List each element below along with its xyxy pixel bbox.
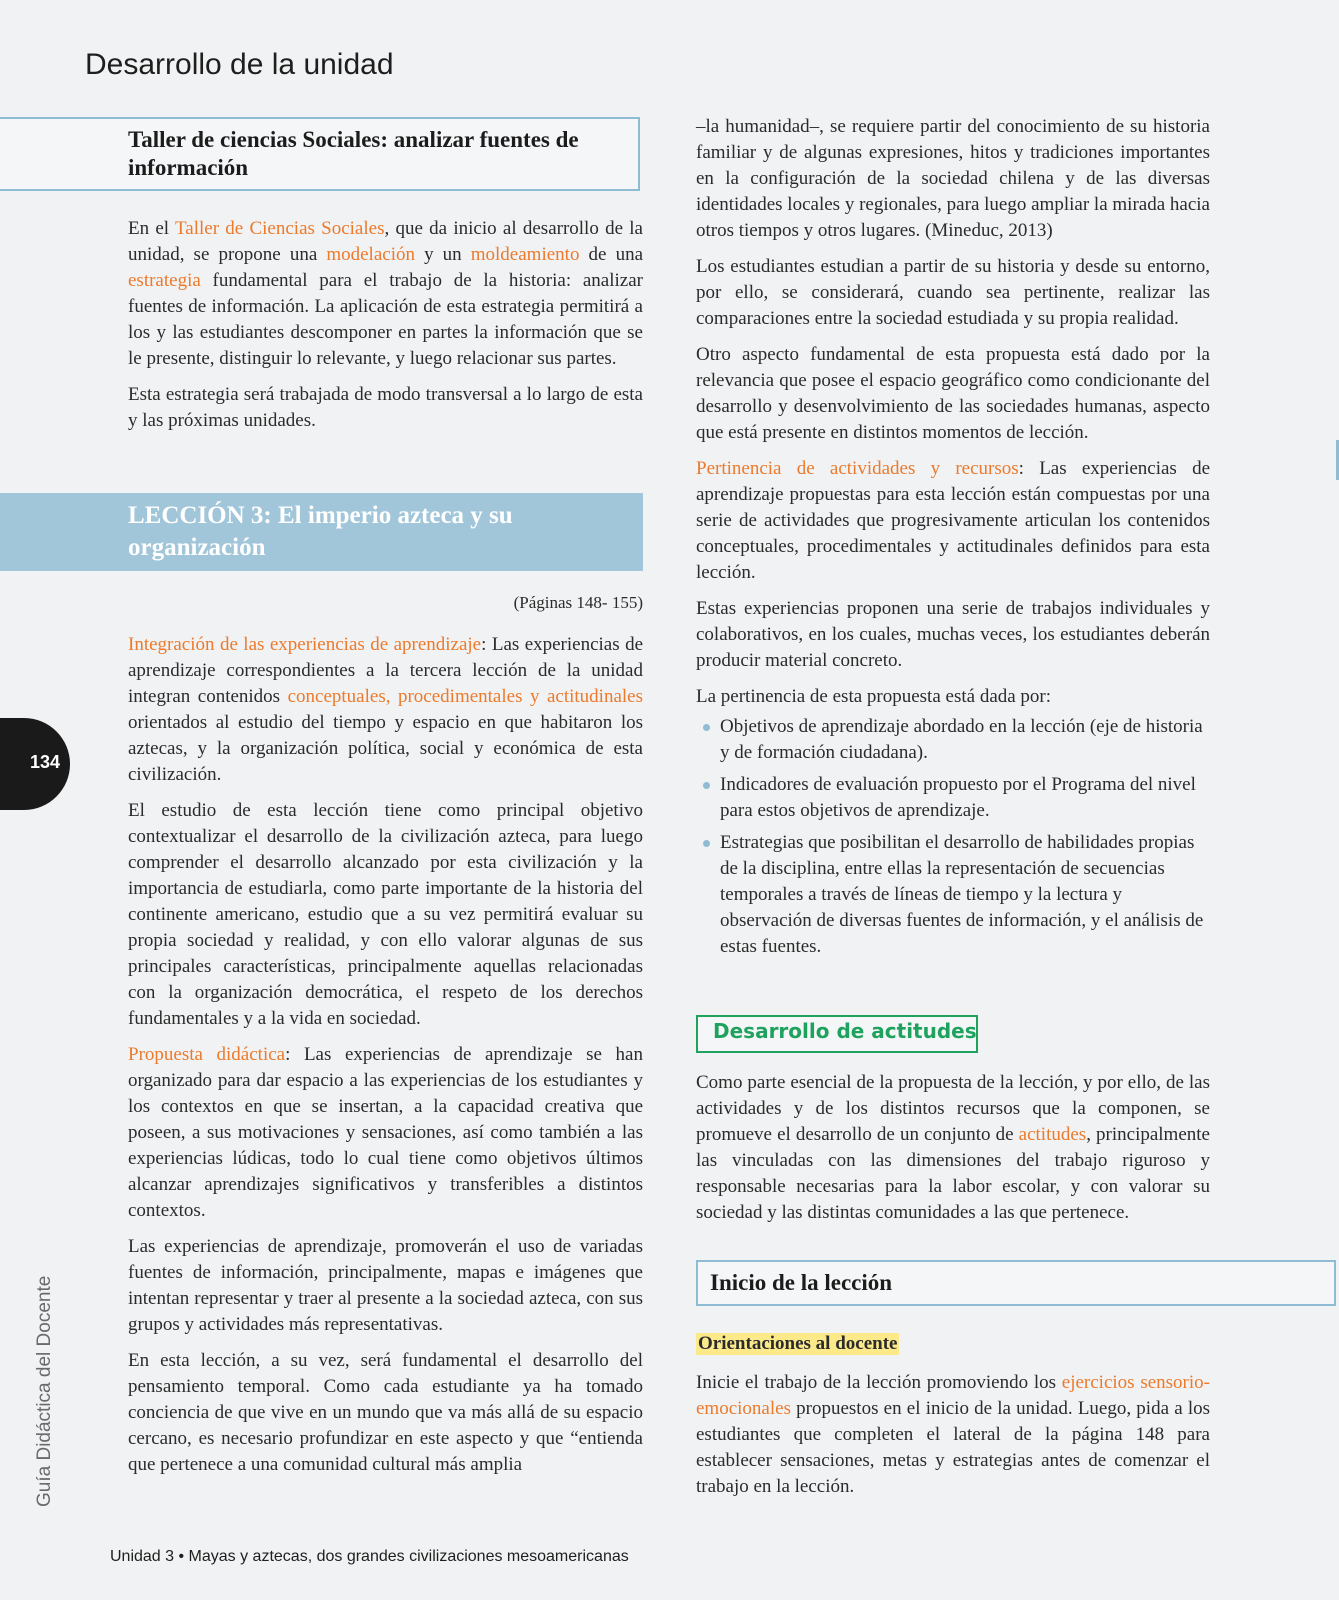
lesson-paragraph-4: Las experiencias de aprendizaje, promoverán el uso de variadas fuentes de información, principalmente, mapas e imágenes que intentan representar y traer al presente a la sociedad azteca, con sus grupos y actividades más representativas. [128,1236,643,1335]
right-column-body [696,114,1210,970]
lesson-paragraph-5: En esta lección, a su vez, será fundamental el desarrollo del pensamiento temporal. Como cada estudiante ya ha tomado conciencia de que vive en un mundo que va más allá de su espacio cercano, es necesario profundizar en este aspecto y que “entienda que pertenece a una comunidad cultural más amplia [128,1350,643,1475]
pertinence-list [696,714,1210,960]
lesson-paragraph-1: Integración de las experiencias de aprendizaje: Las experiencias de aprendizaje correspondientes a la tercera lección de la unidad integran contenidos conceptuales, procedimentales y actitudinales orientados al estudio del tiempo y espacio en que habitaron los aztecas, y la organización política, social y económica de esta civilización. [128,634,644,785]
highlight-term: Pertinencia de actividades y recursos [696,458,1019,479]
list-item: Objetivos de aprendizaje abordado en la lección (eje de historia y de formación ciudadana). [696,714,1210,766]
highlight-term: estrategia [128,270,201,291]
lesson-start-paragraph: Inicie el trabajo de la lección promoviendo los ejercicios sensorio-emocionales propuestos en el inicio de la unidad. Luego, pida a los estudiantes que completen el lateral de la página 148 para establecer sensaciones, metas y estrategias antes de comenzar el trabajo en la lección. [696,1372,1210,1497]
list-item: Indicadores de evaluación propuesto por el Programa del nivel para estos objetivos de aprendizaje. [696,772,1210,824]
teacher-orientations-label: Orientaciones al docente [698,1333,898,1354]
lesson-paragraph-3: Propuesta didáctica: Las experiencias de aprendizaje se han organizado para dar espacio a las experiencias de los estudiantes y los contextos en que se insertan, a la capacidad creativa que poseen, a sus motivaciones y sensaciones, así como también a las experiencias lúdicas, todo lo cual tiene como objetivos últimos alcanzar aprendizajes significativos y transferibles a distintos contextos. [128,1044,643,1221]
workshop-paragraph-2: Esta estrategia será trabajada de modo transversal a lo largo de esta y las próximas unidades. [128,384,643,431]
lesson-body [128,632,643,1488]
attitudes-paragraph: Como parte esencial de la propuesta de la lección, y por ello, de las actividades y de los distintos recursos que la componen, se promueve el desarrollo de un conjunto de actitudes, principalmente las vinculadas con las dimensiones del trabajo riguroso y responsable necesarias para la labor escolar, y con valorar su sociedad y las distintas comunidades a las que pertenece. [696,1072,1210,1223]
footer-text: Unidad 3 • Mayas y aztecas, dos grandes civilizaciones mesoamericanas [110,1548,629,1565]
workshop-body [128,216,643,444]
lesson-start-title: Inicio de la lección [710,1270,893,1295]
highlight-term: Propuesta didáctica [128,1044,286,1065]
bullet-icon [703,782,710,789]
right-paragraph-3: Otro aspecto fundamental de esta propuesta está dado por la relevancia que posee el espacio geográfico como condicionante del desarrollo y desenvolvimiento de las sociedades humanas, aspecto que está presente en distintos momentos de lección. [696,344,1210,443]
page-number: 134 [30,752,61,772]
attitudes-title: Desarrollo de actitudes [713,1019,977,1043]
highlight-term: Integración de las experiencias de aprendizaje [128,634,482,655]
lesson-pages: (Páginas 148- 155) [513,593,643,612]
right-paragraph-4: Pertinencia de actividades y recursos: Las experiencias de aprendizaje propuestas para esta lección están compuestas por una serie de actividades que progresivamente articulan los contenidos conceptuales, procedimentales y actitudinales definidos para esta lección. [696,458,1211,583]
highlight-term: Taller de Ciencias Sociales [175,218,385,239]
workshop-title: Taller de ciencias Sociales: analizar fuentes de información [128,127,579,180]
list-item: Estrategias que posibilitan el desarrollo de habilidades propias de la disciplina, entre ellas la representación de secuencias temporales a través de líneas de tiempo y la lectura y observación de diversas fuentes de información, y el análisis de estas fuentes. [696,830,1210,960]
highlight-term: ejercicios sensorio-emocionales [696,1372,1210,1419]
workshop-paragraph-1: En el Taller de Ciencias Sociales, que da inicio al desarrollo de la unidad, se propone una modelación y un moldeamiento de una estrategia fundamental para el trabajo de la historia: analizar fuentes de información. La aplicación de esta estrategia permitirá a los y las estudiantes descomponer en partes la información que se le presente, distinguir lo relevante, y luego relacionar sus partes. [128,218,643,369]
side-label: Guía Didáctica del Docente [34,1275,55,1507]
right-paragraph-5: Estas experiencias proponen una serie de trabajos individuales y colaborativos, en los cuales, muchas veces, los estudiantes deberán producir material concreto. [696,598,1210,671]
highlight-term: moldeamiento [470,244,580,265]
lesson-start-body [696,1370,1210,1510]
bullet-icon [703,840,710,847]
lesson-paragraph-2: El estudio de esta lección tiene como principal objetivo contextualizar el desarrollo de la civilización azteca, para luego comprender el desarrollo alcanzado por esta civilización y la importancia de estudiarla, como parte importante de la historia del continente americano, estudio que a su vez permitirá evaluar su propia sociedad y realidad, y con ello valorar algunas de sus principales características, principalmente aquellas relacionadas con la organización democrática, el respeto de los derechos fundamentales y a la vida en sociedad. [128,800,643,1029]
highlight-term: modelación [326,244,415,265]
page-header-title: Desarrollo de la unidad [85,48,394,81]
attitudes-body [696,1070,1210,1236]
lesson-title: LECCIÓN 3: El imperio azteca y su organización [128,502,513,561]
bullet-icon [703,724,710,731]
highlight-term: conceptuales, procedimentales y actitudinales [287,686,644,707]
highlight-term: actitudes [1018,1124,1087,1145]
right-paragraph-1: –la humanidad–, se requiere partir del conocimiento de su historia familiar y de algunas expresiones, hitos y tradiciones importantes en la configuración de la sociedad chilena y de las diversas identidades locales y regionales, para luego ampliar la mirada hacia otros tiempos y otros lugares. (Mineduc, 2013) [696,116,1210,241]
right-paragraph-2: Los estudiantes estudian a partir de su historia y desde su entorno, por ello, se considerará, cuando sea pertinente, realizar las comparaciones entre la sociedad estudiada y su propia realidad. [696,256,1210,329]
right-paragraph-6: La pertinencia de esta propuesta está dada por: [696,686,1052,707]
